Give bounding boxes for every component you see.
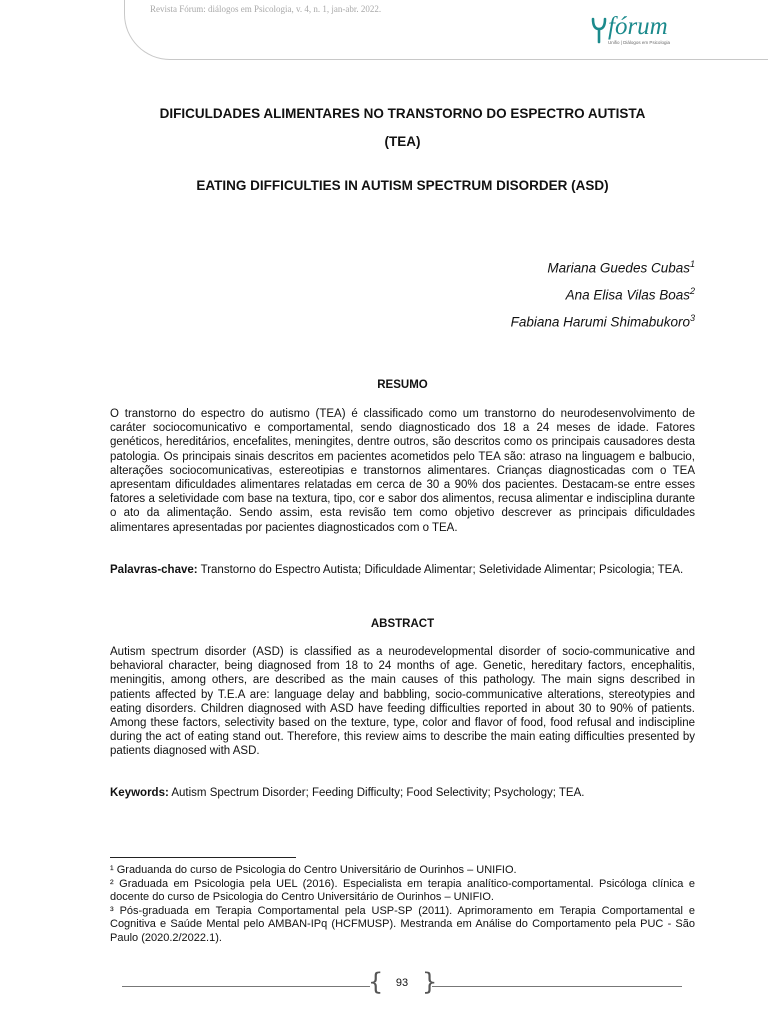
author-name: Fabiana Harumi Shimabukoro [510,314,690,330]
author-2 [511,280,695,307]
keywords-label: Palavras-chave: [110,564,198,576]
footnote-2: ² Graduada em Psicologia pela UEL (2016). Especialista em terapia analítico-comportamental. Psicóloga clínica e docente do curso de Psicologia do Centro Universitário de Ourinhos – UNIFIO. [110,877,695,903]
resumo-keywords [110,563,695,577]
page-number-rule-right [432,986,682,987]
keywords-label: Keywords: [110,787,169,799]
resumo-heading: RESUMO [377,379,428,391]
page-number: 93 [395,977,409,989]
keywords-text: Transtorno do Espectro Autista; Dificuldade Alimentar; Seletividade Alimentar; Psicologia; TEA. [200,564,684,576]
title-portuguese [110,100,695,156]
logo-wordmark: fórum [608,13,668,40]
title-english: EATING DIFFICULTIES IN AUTISM SPECTRUM DISORDER (ASD) [196,178,609,193]
journal-reference: Revista Fórum: diálogos em Psicologia, v. 4, n. 1, jan-abr. 2022. [150,4,382,14]
abstract-keywords [110,786,695,800]
footnote-divider [110,857,296,858]
title-portuguese-line-2: (TEA) [384,134,421,149]
footnote-marker: 3 [689,313,695,323]
left-brace-icon: { [368,968,384,996]
forum-logo [590,14,700,48]
page-number-rule-left [122,986,370,987]
author-name: Mariana Guedes Cubas [547,260,690,276]
footnote-1: ¹ Graduanda do curso de Psicologia do Centro Universitário de Ourinhos – UNIFIO. [110,864,517,876]
footnote-3: ³ Pós-graduada em Terapia Comportamental pela USP-SP (2011). Aprimoramento em Terapia Comportamental e Cognitiva e Saúde Mental pelo AMBAN-IPq (HCFMUSP). Mestranda em Análise do Comportamento pela PUC - São Paulo (2020.2/2022.1). [110,904,695,944]
keywords-text: Autism Spectrum Disorder; Feeding Difficulty; Food Selectivity; Psychology; TEA. [171,787,585,799]
author-list [511,253,695,334]
forum-logo-mark-icon [590,16,608,44]
author-1 [511,253,695,280]
logo-subtitle: Unifio | Diálogos em Psicologia [608,40,670,45]
title-portuguese-line-1: DIFICULDADES ALIMENTARES NO TRANSTORNO DO ESPECTRO AUTISTA [159,106,646,121]
resumo-body: O transtorno do espectro do autismo (TEA) é classificado como um transtorno do neurodesenvolvimento de caráter sociocomunicativo e comportamental, sendo diagnosticado dos 18 a 24 meses de idade. Fatores genéticos, hereditários, encefalites, meningites, dentre outros, são descritos como os principais causadores desta patologia. Os principais sinais descritos em pacientes acometidos pelo TEA são: atraso na linguagem e balbucio, alterações sociocomunicativas, estereotipias e transtornos alimentares. Crianças diagnosticadas com o TEA apresentam dificuldades alimentares relatadas em cerca de 30 a 90% dos pacientes. Destacam-se entre esses fatores a seletividade com base na textura, tipo, cor e sabor dos alimentos, recusa alimentar e indisciplina durante o ato da alimentação. Sendo assim, esta revisão tem como objetivo descrever as principais dificuldades alimentares apresentadas por pacientes diagnosticados com o TEA. [110,408,695,534]
author-name: Ana Elisa Vilas Boas [565,287,690,303]
abstract-body: Autism spectrum disorder (ASD) is classified as a neurodevelopmental disorder of socio-communicative and behavioral character, being diagnosed from 18 to 24 months of age. Genetic, hereditary factors, encephalitis, meningitis, among others, are described as the main causes of this pathology. The main signs described in patients affected by T.E.A are: language delay and babbling, socio-communicative alterations, stereotypies and eating disorders. Children diagnosed with ASD have feeding difficulties reported in about 30 to 90% of patients. Among these factors, selectivity based on the texture, type, color and flavor of food, food refusal and indiscipline during the act of eating stand out. Therefore, this review aims to describe the main eating difficulties presented by patients diagnosed with ASD. [110,646,695,758]
footnotes [110,864,695,945]
abstract-heading: ABSTRACT [370,618,435,630]
author-3 [511,307,695,334]
footnote-marker: 2 [689,286,695,296]
right-brace-icon: } [422,968,438,996]
footnote-marker: 1 [689,259,695,269]
